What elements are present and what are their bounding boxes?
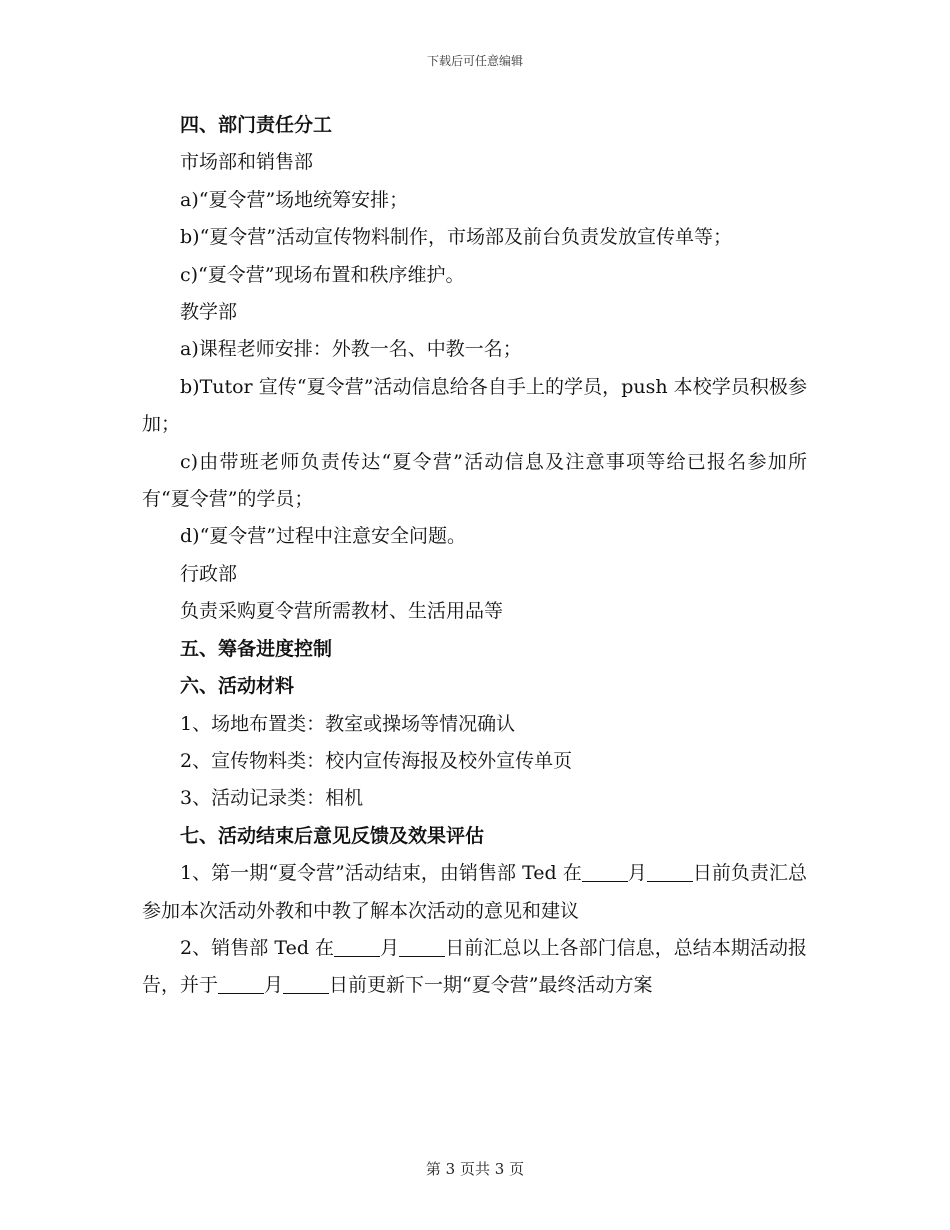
market-dept-label: 市场部和销售部 [180,151,314,174]
page-header-note: 下载后可任意编辑 [426,54,523,68]
month-blank [582,862,628,882]
section-7-heading: 七、活动结束后意见反馈及效果评估 [180,824,485,847]
material-item-3: 3、活动记录类：相机 [180,787,364,810]
material-item-1: 1、场地布置类：教室或操场等情况确认 [180,712,516,735]
section-5-heading: 五、筹备进度控制 [180,637,333,660]
section-6-heading: 六、活动材料 [180,675,295,698]
feedback-1-text-a: 1、第一期“夏令营”活动结束，由销售部 Ted 在 [180,862,582,885]
teach-item-d: d)“夏令营”过程中注意安全问题。 [180,525,467,548]
market-item-c: c)“夏令营”现场布置和秩序维护。 [180,263,465,286]
month-blank [334,937,380,957]
material-item-2: 2、宣传物料类：校内宣传海报及校外宣传单页 [180,749,573,772]
document-body [142,107,807,1005]
teach-item-c: c)由带班老师负责传达“夏令营”活动信息及注意事项等给已报名参加所有“夏令营”的学员； [142,450,807,511]
teach-item-b: b)Tutor 宣传“夏令营”活动信息给各自手上的学员，push 本校学员积极参加； [142,375,807,436]
feedback-2-text-d: 月 [264,974,284,997]
feedback-2-text-b: 月 [380,936,400,959]
day-blank [647,862,693,882]
teach-item-a: a)课程老师安排：外教一名、中教一名； [180,338,522,361]
month-blank [218,974,264,994]
day-blank [399,937,445,957]
market-item-b: b)“夏令营”活动宣传物料制作，市场部及前台负责发放宣传单等； [180,226,733,249]
day-blank [283,974,329,994]
feedback-2-text-c: 日前汇总以上各部门信息，总结本期活动报告，并于 [142,936,807,997]
admin-dept-label: 行政部 [180,562,238,585]
feedback-item-1 [142,855,807,930]
teach-dept-label: 教学部 [180,301,238,324]
feedback-2-text-e: 日前更新下一期“夏令营”最终活动方案 [329,974,653,997]
section-4-heading: 四、部门责任分工 [180,114,333,136]
feedback-1-text-b: 月 [627,862,647,885]
admin-dept-desc: 负责采购夏令营所需教材、生活用品等 [180,600,504,623]
feedback-item-2 [142,930,807,1005]
market-item-a: a)“夏令营”场地统筹安排； [180,188,409,211]
feedback-1-text-c: 日前负责汇总参加本次活动外教和中教了解本次活动的意见和建议 [142,862,807,922]
feedback-2-text-a: 2、销售部 Ted 在 [180,936,335,959]
page-footer-number: 第 3 页共 3 页 [425,1160,525,1178]
